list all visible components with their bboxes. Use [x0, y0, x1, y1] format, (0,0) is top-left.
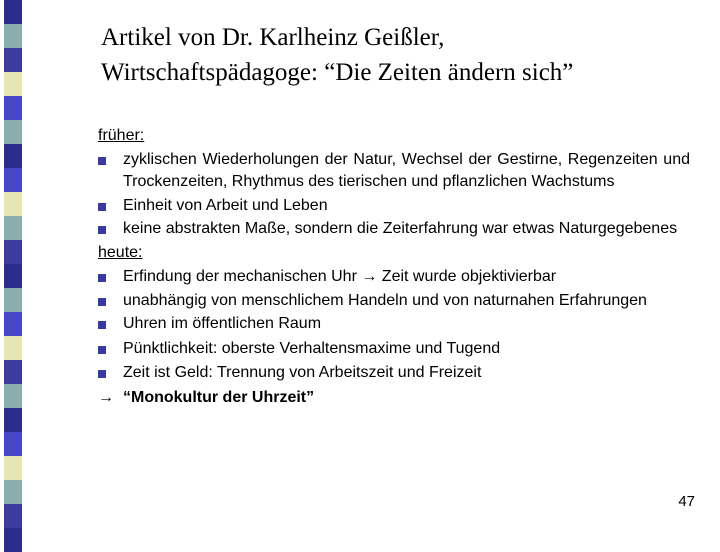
arrow-right-icon: →	[98, 388, 114, 406]
list-item	[98, 218, 690, 241]
list-item	[98, 290, 690, 313]
list-item-text-part: Zeit wurde objektivierbar	[377, 268, 557, 285]
stripe-square	[4, 504, 22, 528]
bullet-square-icon	[98, 157, 106, 165]
stripe-square	[4, 288, 22, 312]
stripe-square	[4, 192, 22, 216]
stripe-square	[4, 96, 22, 120]
stripe-square	[4, 480, 22, 504]
list-item-text: zyklischen Wiederholungen der Natur, Wechsel der Gestirne, Regenzeiten und Trockenzeiten, Rhythmus des tierischen und pflanzlichen Wachstums	[123, 150, 690, 190]
stripe-square	[4, 48, 22, 72]
stripe-square	[4, 528, 22, 552]
list-item	[98, 149, 690, 194]
list-item-text: keine abstrakten Maße, sondern die Zeiterfahrung war etwas Naturgegebenes	[123, 220, 678, 237]
bullet-square-icon	[98, 274, 106, 282]
stripe-square	[4, 240, 22, 264]
arrow-right-icon: →	[361, 268, 378, 285]
section-heading-heute: heute:	[98, 243, 143, 261]
list-item-text: Uhren im öffentlichen Raum	[123, 315, 322, 332]
stripe-square	[4, 408, 22, 432]
stripe-square	[4, 120, 22, 144]
stripe-square	[4, 432, 22, 456]
stripe-square	[4, 312, 22, 336]
slide-content	[98, 124, 690, 410]
stripe-square	[4, 72, 22, 96]
conclusion-line	[98, 386, 690, 411]
list-item	[98, 361, 690, 386]
list-item	[98, 312, 690, 337]
stripe-square	[4, 216, 22, 240]
title-line-2: Wirtschaftspädagoge: “Die Zeiten ändern sich”	[101, 59, 574, 86]
list-item-text: unabhängig von menschlichem Handeln und von naturnahen Erfahrungen	[123, 291, 647, 309]
slide-title	[101, 20, 701, 90]
list-item	[98, 265, 690, 290]
decorative-stripe	[4, 0, 22, 540]
bullet-square-icon	[98, 298, 106, 306]
list-item	[98, 194, 690, 219]
stripe-square	[4, 0, 22, 24]
stripe-square	[4, 264, 22, 288]
list-item	[98, 337, 690, 362]
conclusion-text: “Monokultur der Uhrzeit”	[123, 388, 315, 406]
bullet-square-icon	[98, 321, 106, 329]
stripe-square	[4, 384, 22, 408]
stripe-square	[4, 144, 22, 168]
bullet-square-icon	[98, 370, 106, 378]
bullet-square-icon	[98, 203, 106, 211]
list-item-text: Pünktlichkeit: oberste Verhaltensmaxime und Tugend	[123, 339, 501, 357]
section-heading-frueher: früher:	[98, 127, 145, 144]
stripe-square	[4, 24, 22, 48]
list-item-text: Zeit ist Geld: Trennung von Arbeitszeit und Freizeit	[123, 364, 482, 381]
list-item-text-part: Erfindung der mechanischen Uhr	[123, 268, 362, 285]
page-number: 47	[678, 493, 695, 510]
stripe-square	[4, 456, 22, 480]
title-line-1: Artikel von Dr. Karlheinz Geißler,	[101, 24, 445, 51]
stripe-square	[4, 168, 22, 192]
list-item-text	[123, 265, 690, 290]
bullet-square-icon	[98, 346, 106, 354]
stripe-square	[4, 360, 22, 384]
bullet-square-icon	[98, 226, 106, 234]
list-item-text: Einheit von Arbeit und Leben	[123, 196, 328, 214]
stripe-square	[4, 336, 22, 360]
